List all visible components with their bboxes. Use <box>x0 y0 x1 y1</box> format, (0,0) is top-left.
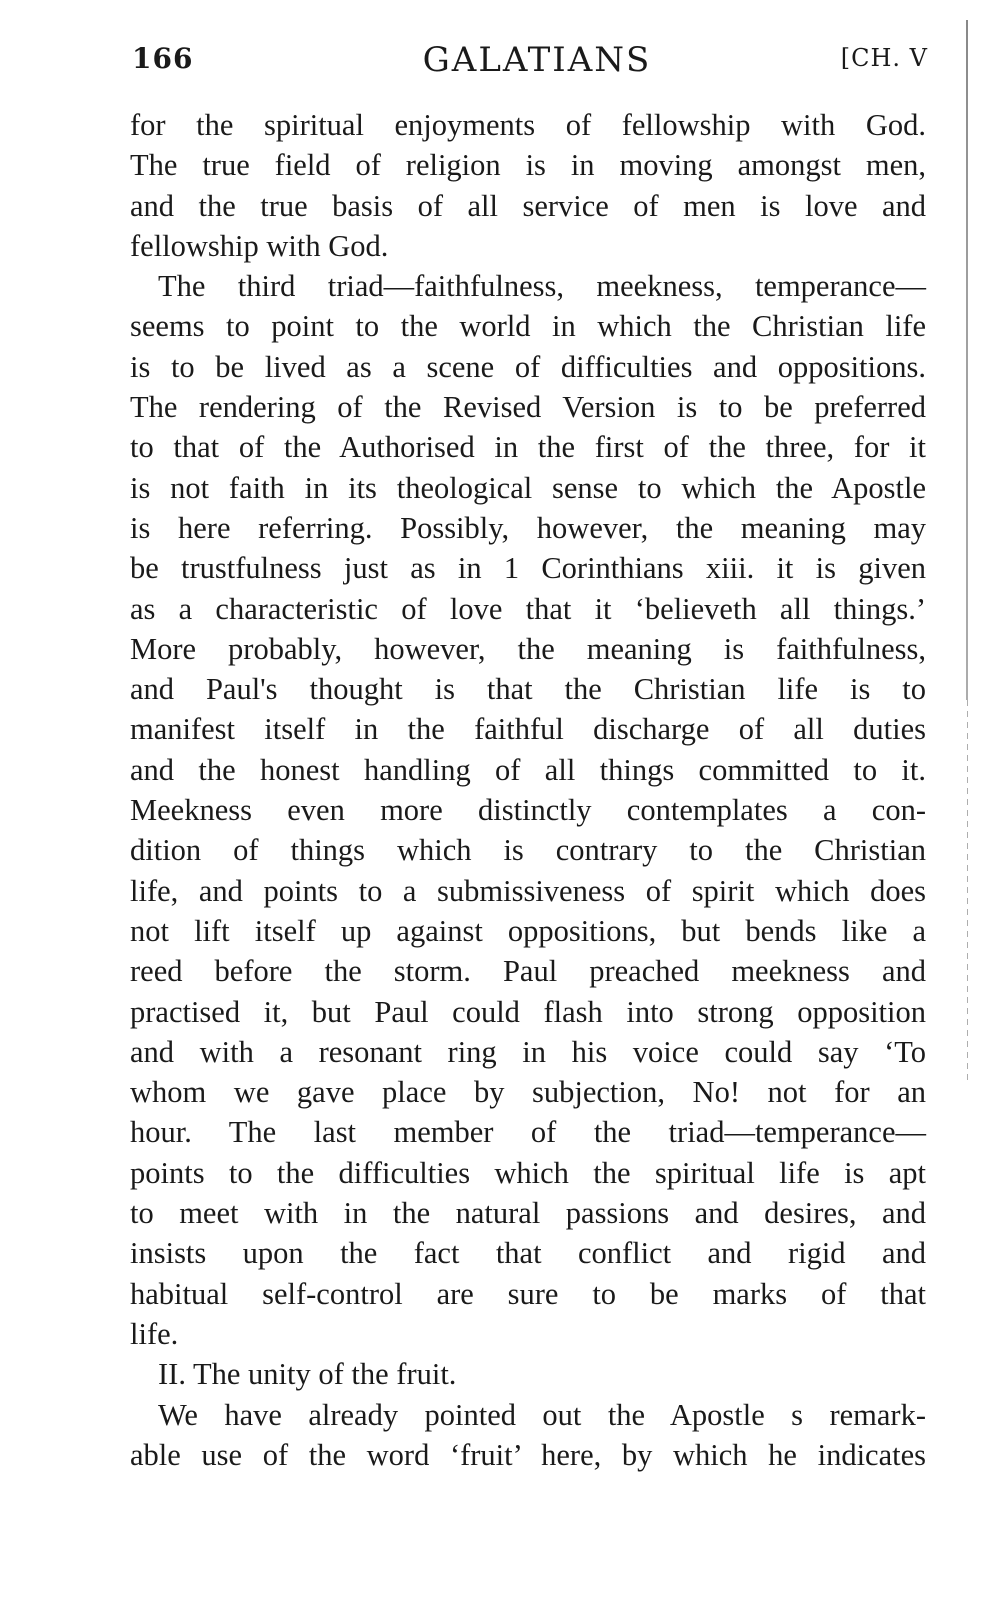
text-line: The rendering of the Revised Version is to be preferred <box>130 390 926 425</box>
page-edge-shadow <box>966 20 968 700</box>
text-line: practised it, but Paul could flash into strong opposition <box>130 994 926 1029</box>
text-line: whom we gave place by subjection, No! not for an <box>130 1075 926 1110</box>
text-line: and Paul's thought is that the Christian life is to <box>130 672 926 707</box>
text-line: The true field of religion is in moving amongst men, <box>130 148 926 183</box>
text-line: and the honest handling of all things committed to it. <box>130 752 926 787</box>
text-line: life. <box>130 1316 179 1351</box>
running-title: GALATIANS <box>422 40 652 80</box>
body-text <box>130 105 926 1475</box>
page-edge-shadow-lower <box>967 700 968 1080</box>
text-line: seems to point to the world in which the Christian life <box>130 309 926 344</box>
text-line: and the true basis of all service of men is love and <box>130 188 926 223</box>
text-line: to meet with in the natural passions and desires, and <box>130 1196 926 1231</box>
text-line: habitual self-control are sure to be marks of that <box>130 1276 926 1311</box>
page-number: 166 <box>132 42 194 75</box>
text-line: for the spiritual enjoyments of fellowship with God. <box>130 108 926 142</box>
text-line: be trustfulness just as in 1 Corinthians xiii. it is given <box>130 551 926 586</box>
text-line: points to the difficulties which the spiritual life is apt <box>130 1155 926 1190</box>
text-line: More probably, however, the meaning is faithfulness, <box>130 631 926 666</box>
text-line: We have already pointed out the Apostle s remark- <box>158 1397 926 1432</box>
section-heading: II. The unity of the fruit. <box>158 1357 457 1392</box>
text-line: manifest itself in the faithful discharge of all duties <box>130 712 926 747</box>
text-line: is not faith in its theological sense to which the Apostle <box>130 470 926 505</box>
text-line: fellowship with God. <box>130 228 389 263</box>
text-line: hour. The last member of the triad—temperance— <box>130 1115 926 1150</box>
text-line: is here referring. Possibly, however, the meaning may <box>130 510 926 545</box>
text-line: Meekness even more distinctly contemplates a con- <box>130 793 926 828</box>
text-line: as a characteristic of love that it ‘believeth all things.’ <box>130 591 926 626</box>
text-line: is to be lived as a scene of difficulties and oppositions. <box>130 349 926 384</box>
text-line: able use of the word ‘fruit’ here, by which he indicates <box>130 1437 926 1472</box>
text-line: to that of the Authorised in the first of the three, for it <box>130 430 926 465</box>
text-line: reed before the storm. Paul preached meekness and <box>130 954 926 989</box>
chapter-reference: [CH. V <box>840 44 928 72</box>
text-line: life, and points to a submissiveness of spirit which does <box>130 873 926 908</box>
text-line: not lift itself up against oppositions, but bends like a <box>130 913 926 948</box>
text-line: and with a resonant ring in his voice could say ‘To <box>130 1034 926 1069</box>
running-head <box>130 40 928 84</box>
text-line: The third triad—faithfulness, meekness, temperance— <box>158 269 926 304</box>
text-line: insists upon the fact that conflict and rigid and <box>130 1236 926 1271</box>
text-line: dition of things which is contrary to the Christian <box>130 833 926 868</box>
